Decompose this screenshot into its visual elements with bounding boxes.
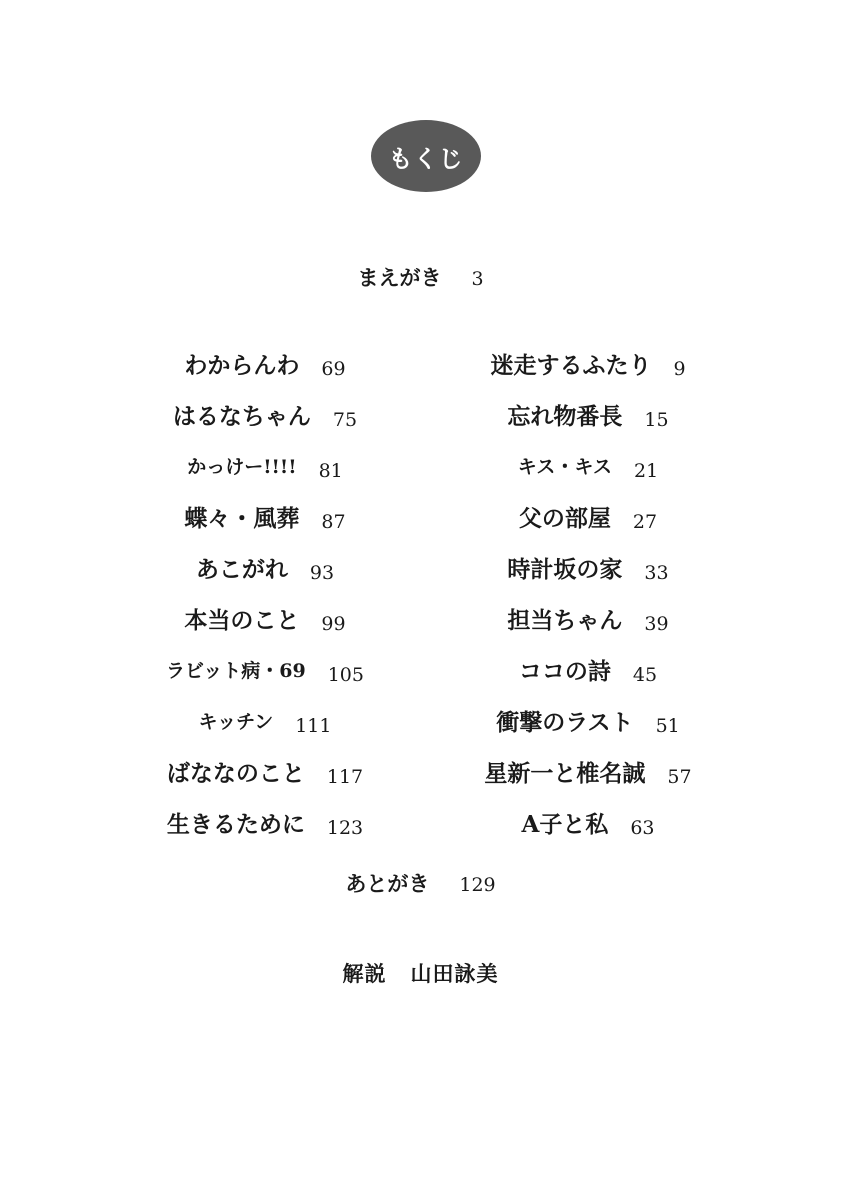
toc-entry[interactable]: [473, 338, 703, 389]
toc-entry-page: 99: [321, 612, 346, 635]
toc-entry-title: かっけー!!!!: [187, 456, 297, 478]
toc-entry-page: 69: [321, 357, 346, 380]
toc-entry-title: ばななのこと: [166, 760, 305, 787]
afterword-page: 129: [459, 874, 496, 896]
toc-entry-page: 27: [632, 510, 658, 533]
toc-entry[interactable]: [473, 746, 703, 797]
toc-entry-title: 時計坂の家: [507, 556, 623, 583]
toc-entry[interactable]: [165, 389, 365, 440]
toc-entry-title: 迷走するふたり: [490, 352, 652, 379]
toc-entry-title: ラビット病・69: [166, 660, 306, 682]
toc-entry-page: 87: [321, 510, 346, 533]
toc-entry-title: 生きるために: [166, 811, 305, 838]
preface-label: まえがき: [357, 265, 442, 290]
toc-entry-title: 本当のこと: [184, 607, 300, 634]
toc-entry-title: 担当ちゃん: [507, 607, 623, 634]
commentary-author: 山田詠美: [410, 961, 499, 986]
toc-entry-title: あこがれ: [195, 556, 288, 583]
toc-left-column: [165, 338, 365, 848]
toc-entry-page: 93: [309, 561, 335, 584]
toc-entry-page: 45: [632, 663, 658, 686]
toc-entry-page: 9: [673, 357, 686, 380]
preface-page: 3: [471, 268, 484, 290]
toc-entry-page: 57: [667, 765, 692, 788]
contents-title: もくじ: [388, 143, 464, 173]
toc-entry-title: 忘れ物番長: [507, 403, 623, 430]
toc-entry[interactable]: [473, 695, 703, 746]
preface-entry[interactable]: [0, 262, 841, 292]
toc-entry[interactable]: [165, 644, 365, 695]
toc-entry[interactable]: [165, 746, 365, 797]
toc-entry-title: キス・キス: [517, 456, 613, 478]
toc-entry[interactable]: [165, 491, 365, 542]
toc-entry[interactable]: [165, 797, 365, 848]
toc-entry-page: 33: [644, 561, 669, 584]
toc-entry[interactable]: [165, 593, 365, 644]
toc-entry[interactable]: [165, 338, 365, 389]
toc-entry-page: 21: [634, 459, 659, 482]
toc-entry[interactable]: [473, 440, 703, 491]
toc-entry[interactable]: [473, 491, 703, 542]
toc-entry[interactable]: [473, 389, 703, 440]
toc-entry-title: 星新一と椎名誠: [484, 760, 646, 787]
toc-entry-page: 51: [655, 714, 680, 737]
toc-entry-page: 105: [327, 663, 364, 686]
toc-right-column: [473, 338, 703, 848]
toc-entry-page: 75: [332, 408, 358, 431]
commentary-label: 解説: [342, 961, 387, 986]
toc-entry[interactable]: [473, 644, 703, 695]
toc-entry-title: ココの詩: [518, 658, 611, 685]
toc-entry[interactable]: [165, 542, 365, 593]
toc-entry-title: はるなちゃん: [172, 403, 311, 430]
toc-entry-page: 81: [318, 459, 343, 482]
toc-entry-title: キッチン: [198, 711, 274, 733]
toc-entry-page: 63: [630, 816, 655, 839]
toc-entry[interactable]: [473, 593, 703, 644]
toc-entry-title: わからんわ: [184, 352, 300, 379]
toc-entry-title: 父の部屋: [518, 505, 611, 532]
toc-entry[interactable]: [165, 695, 365, 746]
toc-entry-title: A子と私: [521, 811, 609, 838]
toc-entry-page: 111: [295, 714, 332, 737]
toc-entry[interactable]: [473, 797, 703, 848]
commentary-entry[interactable]: [0, 958, 841, 988]
toc-entry-page: 39: [644, 612, 669, 635]
toc-entry-title: 蝶々・風葬: [184, 505, 300, 532]
afterword-label: あとがき: [345, 871, 430, 896]
toc-entry-page: 15: [644, 408, 669, 431]
toc-entry-page: 123: [326, 816, 364, 839]
toc-entry-title: 衝撃のラスト: [496, 709, 634, 736]
afterword-entry[interactable]: [0, 868, 841, 898]
toc-entry-page: 117: [326, 765, 364, 788]
contents-badge: [371, 120, 481, 192]
toc-entry[interactable]: [473, 542, 703, 593]
toc-entry[interactable]: [165, 440, 365, 491]
